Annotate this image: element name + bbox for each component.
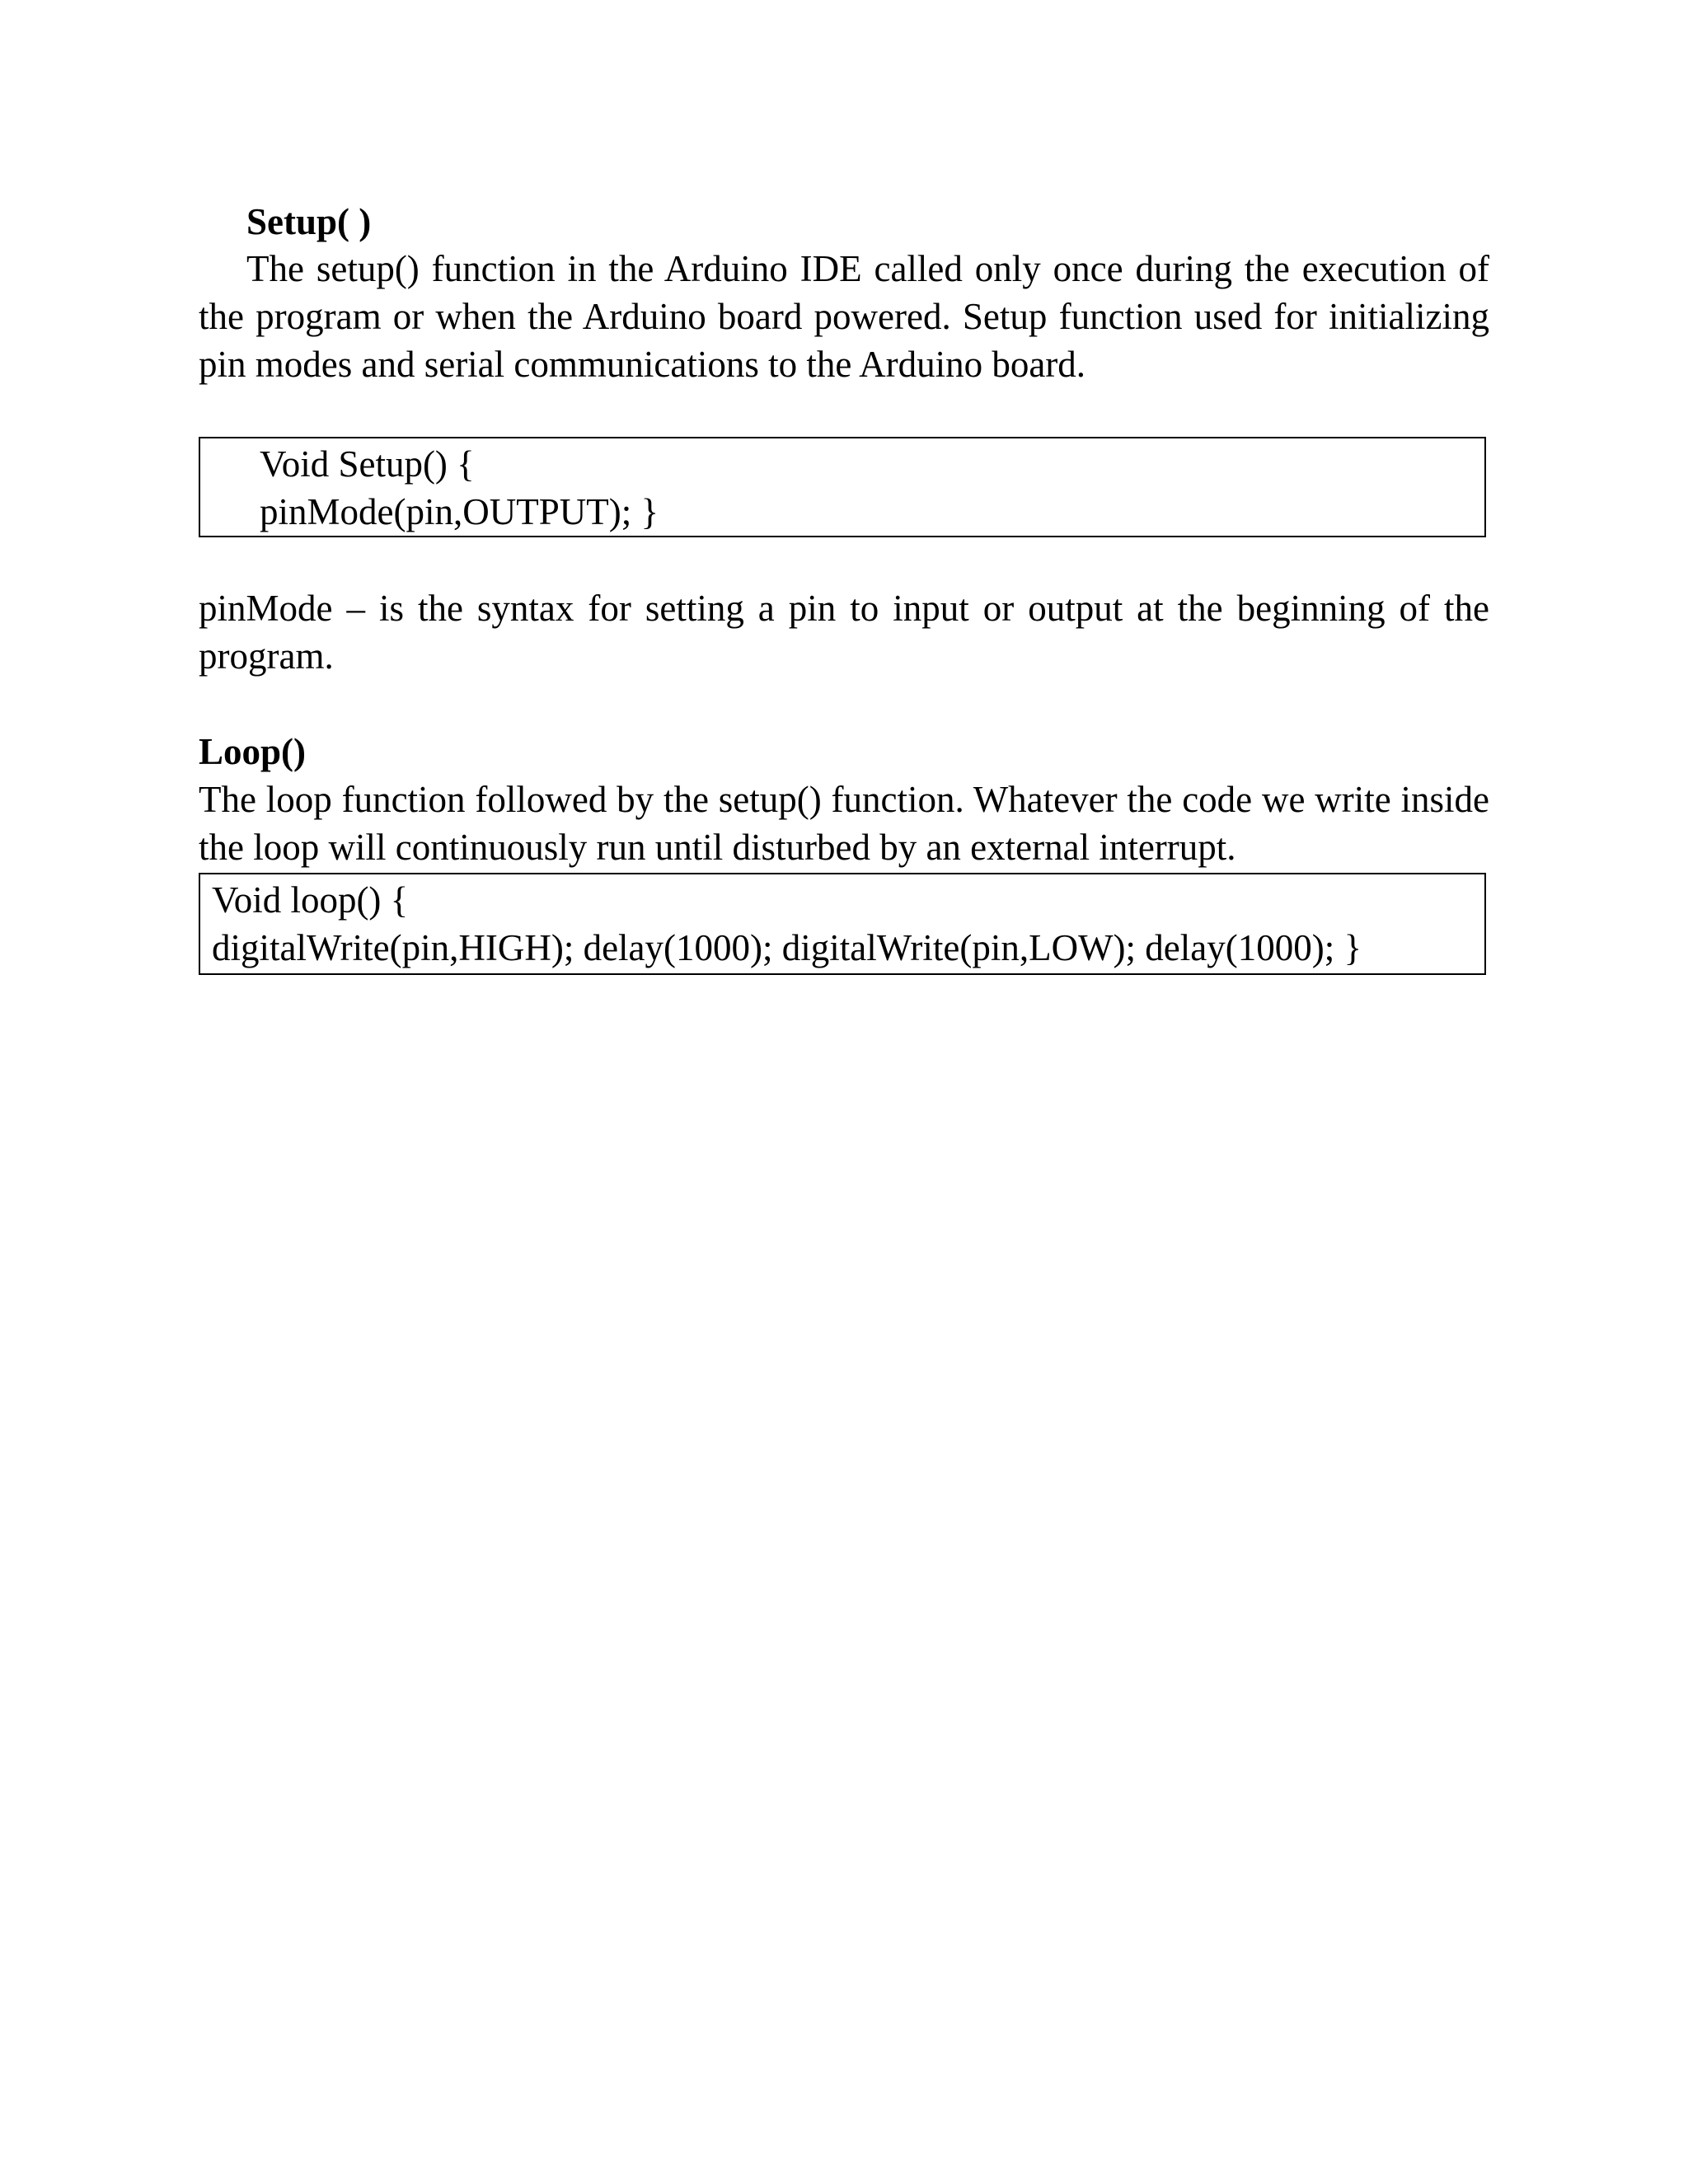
pinmode-note: pinMode – is the syntax for setting a pin to input or output at the beginning of the program. bbox=[199, 588, 1489, 677]
setup-code-box bbox=[199, 437, 1486, 537]
loop-code-box bbox=[199, 873, 1486, 975]
setup-code-line-2: pinMode(pin,OUTPUT); } bbox=[260, 491, 659, 532]
setup-code-line-1: Void Setup() { bbox=[260, 443, 475, 485]
loop-code-line-2: digitalWrite(pin,HIGH); delay(1000); digitalWrite(pin,LOW); delay(1000); } bbox=[212, 927, 1362, 968]
setup-description: The setup() function in the Arduino IDE called only once during the execution of the program or when the Arduino board powered. Setup function used for initializing pin modes and serial communications to the Arduino board. bbox=[199, 248, 1489, 385]
setup-heading: Setup( ) bbox=[246, 201, 372, 242]
document-page bbox=[199, 0, 1489, 2184]
loop-code-line-1: Void loop() { bbox=[212, 879, 409, 921]
loop-description: The loop function followed by the setup() function. Whatever the code we write inside the loop will continuously run until disturbed by an external interrupt. bbox=[199, 779, 1489, 868]
loop-heading: Loop() bbox=[199, 731, 307, 772]
